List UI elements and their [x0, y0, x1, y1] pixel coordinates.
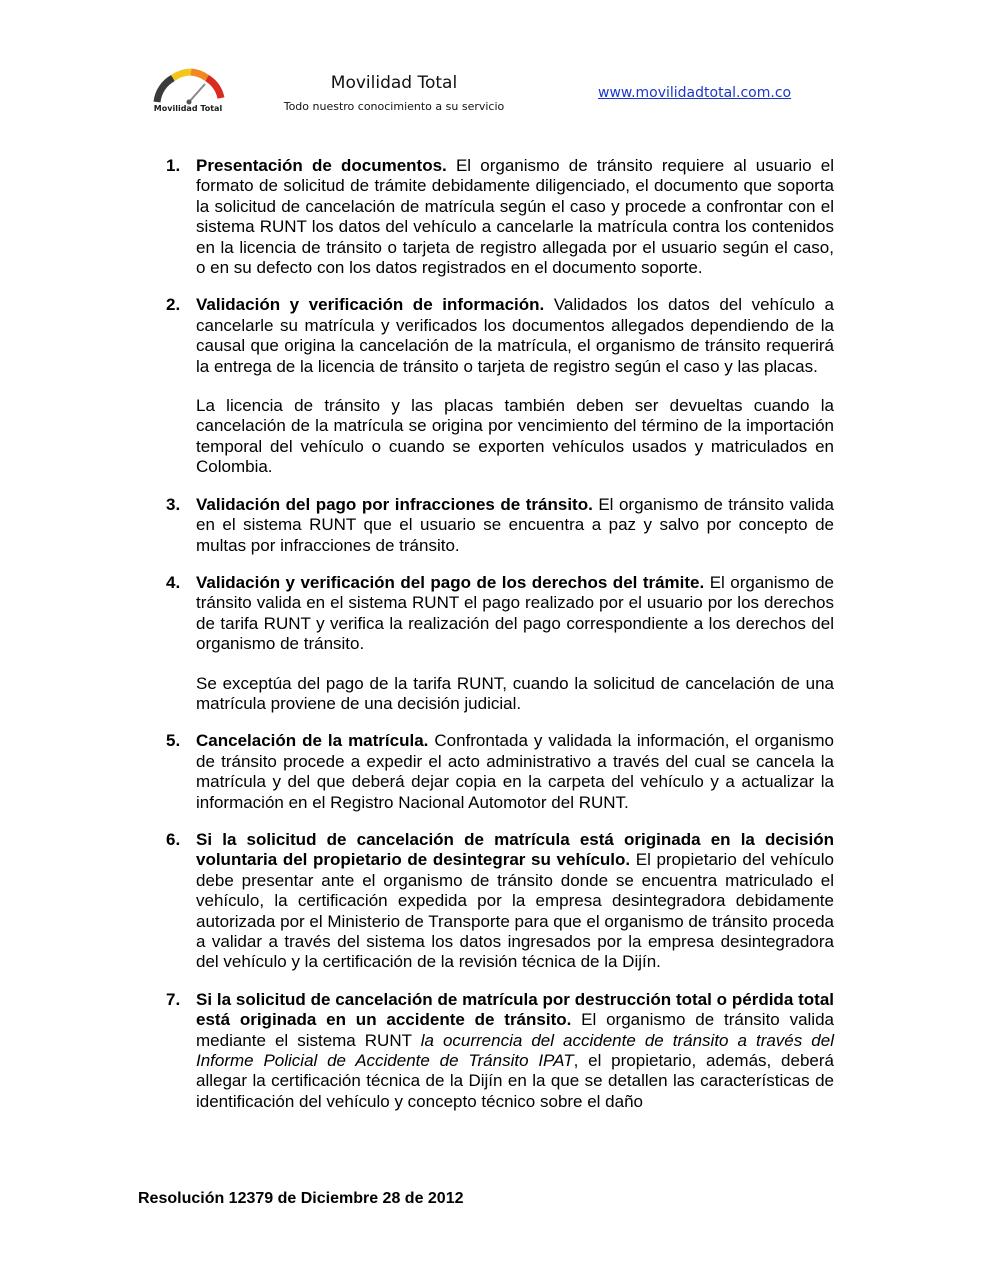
step-2	[160, 295, 834, 477]
step-text: El organismo de tránsito requiere al usuario el formato de solicitud de trámite debidamente diligenciado, el documento que soporta la solicitud de cancelación de matrícula según el caso y procede a confrontar con el sistema RUNT los datos del vehículo a cancelarle la matrícula contra los contenidos en la licencia de tránsito o tarjeta de registro allegada por el usuario según el caso, o en su defecto con los datos registrados en el documento soporte.	[196, 156, 834, 278]
step-number: 6.	[166, 829, 181, 849]
step-title: Si la solicitud de cancelación de matrícula está originada en la decisión voluntaria del propietario de desintegrar su vehículo.	[196, 829, 834, 870]
brand-tagline: Todo nuestro conocimiento a su servicio	[283, 100, 505, 113]
step-text: El organismo de tránsito valida en el sistema RUNT el pago realizado por el usuario por los derechos de tarifa RUNT y verifica la realización del pago correspondiente a los derechos del organismo de tránsito.	[196, 572, 834, 654]
step-number: 2.	[166, 295, 181, 315]
step-6	[160, 830, 834, 973]
resolution-footer: Resolución 12379 de Diciembre 28 de 2012	[138, 1190, 464, 1207]
step-text: Validados los datos del vehículo a cancelarle su matrícula y verificados los documentos allegados dependiendo de la causal que origina la cancelación de la matrícula, el organismo de tránsito requerirá la entrega de la licencia de tránsito o tarjeta de registro según el caso y las placas.	[196, 295, 834, 376]
step-text-continued: , el propietario, además, deberá allegar la certificación técnica de la Dijín en la que se detallen las características de identificación del vehículo y concepto técnico sobre el daño	[196, 1051, 834, 1111]
procedure-steps	[160, 156, 834, 1112]
movilidad-total-logo	[143, 68, 233, 120]
step-number: 3.	[166, 494, 181, 514]
step-number: 1.	[166, 156, 181, 175]
step-title: Presentación de documentos.	[196, 156, 447, 175]
step-text: El organismo de tránsito valida en el sistema RUNT que el usuario se encuentra a paz y salvo por concepto de multas por infracciones de tránsito.	[196, 494, 834, 555]
step-text: Confrontada y validada la información, el organismo de tránsito procede a expedir el acto administrativo a través del cual se cancela la matrícula y del que deberá dejar copia en la carpeta del vehículo y a actualizar la información en el Registro Nacional Automotor del RUNT.	[196, 731, 834, 812]
step-italic-text: la ocurrencia del accidente de tránsito a través del Informe Policial de Accidente de Tránsito IPAT	[196, 1030, 834, 1071]
step-paragraph	[196, 990, 834, 1112]
step-title: Validación y verificación de información.	[196, 295, 545, 315]
step-number: 4.	[166, 572, 181, 592]
step-paragraph	[196, 573, 834, 655]
step-title: Si la solicitud de cancelación de matrícula por destrucción total o pérdida total está originada en un accidente de tránsito.	[196, 989, 834, 1030]
document-body	[160, 156, 834, 1129]
logo-text: Movilidad Total	[153, 104, 223, 113]
step-3	[160, 495, 834, 556]
step-extra-paragraph: La licencia de tránsito y las placas también deben ser devueltas cuando la cancelación de la matrícula se origina por vencimiento del término de la importación temporal del vehículo o cuando se exporten vehículos usados y matriculados en Colombia.	[196, 396, 834, 477]
step-extra-paragraph: Se exceptúa del pago de la tarifa RUNT, cuando la solicitud de cancelación de una matrícula proviene de una decisión judicial.	[196, 673, 834, 713]
website-link[interactable]: www.movilidadtotal.com.co	[598, 85, 792, 101]
step-5	[160, 731, 834, 813]
step-title: Validación del pago por infracciones de tránsito.	[196, 494, 593, 514]
step-text: El propietario del vehículo debe presentar ante el organismo de tránsito donde se encuentra matriculado el vehículo, la certificación expedida por la empresa desintegradora debidamente autorizada por el Ministerio de Transporte para que el organismo de tránsito proceda a validar a través del sistema los datos ingresados por la empresa desintegradora del vehículo y la certificación de la revisión técnica de la Dijín.	[196, 850, 834, 972]
page-header	[0, 0, 990, 130]
step-4	[160, 573, 834, 714]
step-paragraph	[196, 156, 834, 278]
brand-title: Movilidad Total	[330, 73, 458, 93]
step-paragraph	[196, 495, 834, 556]
step-1	[160, 156, 834, 278]
logo-arc-icon	[143, 68, 233, 108]
step-title: Cancelación de la matrícula.	[196, 731, 429, 751]
step-paragraph	[196, 830, 834, 973]
step-text: El organismo de tránsito valida mediante el sistema RUNT	[196, 1010, 834, 1050]
step-7	[160, 990, 834, 1112]
step-number: 7.	[166, 989, 181, 1009]
step-number: 5.	[166, 731, 181, 751]
step-title: Validación y verificación del pago de los derechos del trámite.	[196, 572, 705, 592]
step-paragraph	[196, 731, 834, 813]
step-paragraph	[196, 295, 834, 377]
